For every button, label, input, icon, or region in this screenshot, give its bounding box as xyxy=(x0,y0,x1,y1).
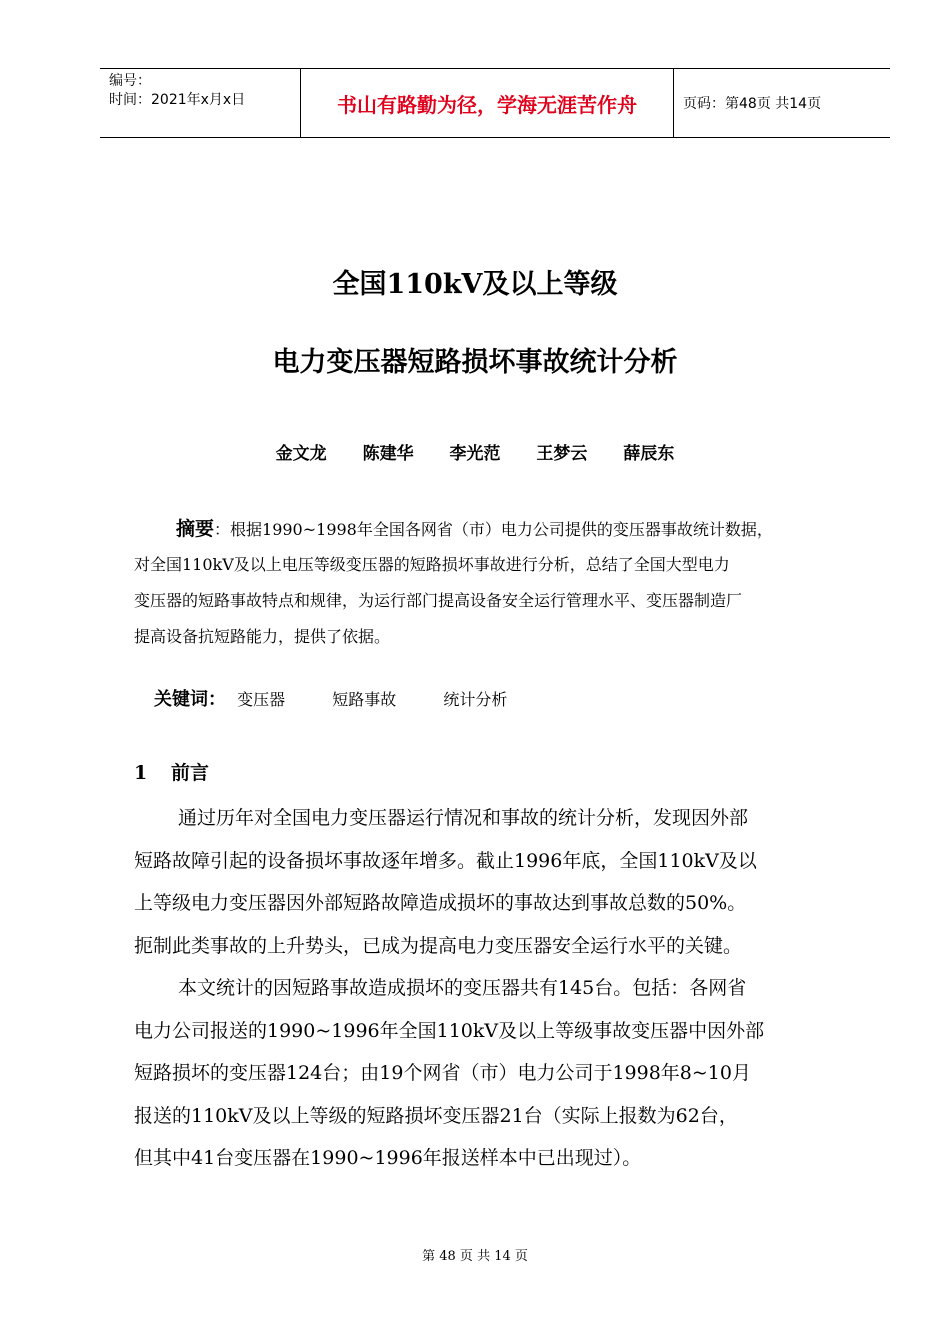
time-label: 时间：2021年x月x日 xyxy=(109,92,246,108)
body-line: 本文统计的因短路事故造成损坏的变压器共有145台。包括：各网省 xyxy=(178,977,747,999)
keywords-label: 关键词： xyxy=(154,689,226,710)
body-line: 短路故障引起的设备损坏事故逐年增多。截止1996年底，全国110kV及以 xyxy=(134,849,757,872)
title-line-1: 全国110kV及以上等级 xyxy=(332,269,618,300)
body-line: 电力公司报送的1990~1996年全国110kV及以上等级事故变压器中因外部 xyxy=(134,1019,765,1042)
body-line: 上等级电力变压器因外部短路故障造成损坏的事故达到事故总数的50%。 xyxy=(134,892,747,914)
keywords xyxy=(154,682,549,718)
author: 李光范 xyxy=(449,444,501,464)
body-line: 短路损坏的变压器124台；由19个网省（市）电力公司于1998年8~10月 xyxy=(134,1062,751,1084)
number-label: 编号： xyxy=(109,73,151,89)
header-meta xyxy=(100,69,301,137)
keyword: 短路事故 xyxy=(332,690,397,709)
section-heading xyxy=(134,758,209,785)
author: 金文龙 xyxy=(275,444,327,464)
section-title: 前言 xyxy=(171,762,210,784)
title-line-2: 电力变压器短路损坏事故统计分析 xyxy=(272,347,678,378)
section-number: 1 xyxy=(134,762,148,784)
abstract-line: 对全国110kV及以上电压等级变压器的短路损坏事故进行分析，总结了全国大型电力 xyxy=(134,555,730,574)
abstract-label: 摘要 xyxy=(176,518,215,540)
page-footer: 第 48 页 共 14 页 xyxy=(422,1249,528,1264)
body-line: 通过历年对全国电力变压器运行情况和事故的统计分析，发现因外部 xyxy=(178,807,749,829)
page-header xyxy=(100,68,890,138)
author: 薛辰东 xyxy=(623,444,675,464)
header-motto: 书山有路勤为径，学海无涯苦作舟 xyxy=(301,69,674,137)
body-line: 报送的110kV及以上等级的短路损坏变压器21台（实际上报数为62台， xyxy=(134,1104,738,1127)
abstract-line: 提高设备抗短路能力，提供了依据。 xyxy=(134,627,391,646)
body-line: 但其中41台变压器在1990~1996年报送样本中已出现过）。 xyxy=(134,1147,642,1169)
author: 王梦云 xyxy=(536,444,588,464)
body-text xyxy=(134,797,864,1180)
abstract-line: 变压器的短路事故特点和规律，为运行部门提高设备安全运行管理水平、变压器制造厂 xyxy=(134,591,743,610)
body-line: 扼制此类事故的上升势头，已成为提高电力变压器安全运行水平的关键。 xyxy=(134,934,743,957)
authors xyxy=(0,439,950,464)
keyword: 变压器 xyxy=(237,690,286,709)
author: 陈建华 xyxy=(362,444,414,464)
abstract xyxy=(134,511,864,655)
abstract-line: 摘要：根据1990~1998年全国各网省（市）电力公司提供的变压器事故统计数据， xyxy=(176,518,773,540)
keyword: 统计分析 xyxy=(443,690,508,709)
header-page-info: 页码：第48页 共14页 xyxy=(683,96,822,112)
